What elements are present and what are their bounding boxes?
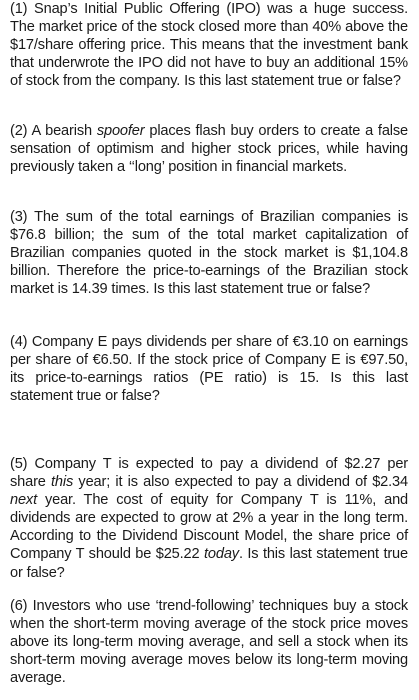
question-6-text: (6) Investors who use ‘trend-following’ techniques buy a stock when the short-term moving average of the stock price moves above its long-term moving average, and sell a stock when its short-term moving average moves below its long-term moving average. xyxy=(10,598,408,687)
question-5-emphasis-next: next xyxy=(10,492,37,509)
question-5-emphasis-today: today xyxy=(204,546,239,563)
question-4-text: (4) Company E pays dividends per share of €3.10 on earnings per share of €6.50. If the stock price of Company E is €97.50, its price-to-earnings ratios (PE ratio) is 15. Is this last statement true or false? xyxy=(10,334,408,405)
question-4 xyxy=(10,333,408,405)
question-2-emphasis: spoofer xyxy=(96,123,145,139)
question-5-text-d: . Is this last statement true or false? xyxy=(10,546,408,581)
question-1-text: (1) Snap’s Initial Public Offering (IPO) was a huge success. The market price of the stock closed more than 40% above the $17/share offering price. This means that the investment bank that underwrote the IPO did not have to buy an additional 15% of stock from the company. Is this last statement true or false? xyxy=(10,1,408,90)
question-5-text-b: year; it is also expected to pay a dividend of $2.34 xyxy=(73,474,408,491)
question-2-text-b: places flash buy orders to create a false sensation of optimism and higher stock prices, while having previously taken a ‘‘long’ position in financial markets. xyxy=(10,123,409,176)
question-5 xyxy=(10,455,408,582)
question-3-text: (3) The sum of the total earnings of Brazilian companies is $76.8 billion; the sum of the total market capitalization of Brazilian companies quoted in the stock market is $1,104.8 billion. Therefore the price-to-earnings of the Brazilian stock market is 14.39 times. Is this last statement true or false? xyxy=(10,209,408,298)
question-2 xyxy=(10,122,408,176)
question-1 xyxy=(10,0,408,90)
question-5-text-c: year. The cost of equity for Company T is 11%, and dividends are expected to grow at 2% a year in the long term. According to the Dividend Discount Model, the share price of Company T should be $25.22 xyxy=(10,492,408,563)
question-2-text-a: (2) A bearish xyxy=(10,123,97,139)
question-3 xyxy=(10,208,408,298)
question-6 xyxy=(10,597,408,687)
question-5-emphasis-this: this xyxy=(51,474,74,491)
question-5-text-a: (5) Company T is expected to pay a dividend of $2.27 per share xyxy=(10,456,408,491)
